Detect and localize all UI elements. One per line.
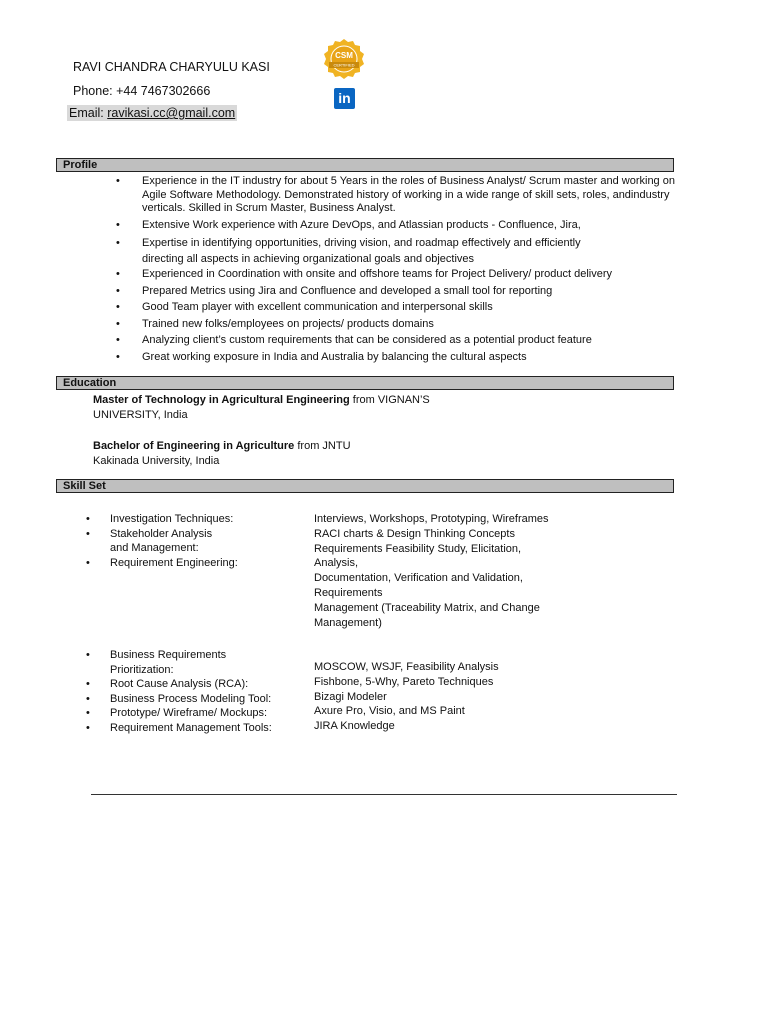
list-item: • Great working exposure in India and Australia by balancing the cultural aspects <box>116 351 686 365</box>
degree-institution-line2: Kakinada University, India <box>93 455 220 467</box>
skill-value: Bizagi Modeler <box>314 690 387 703</box>
skill-label: • Requirement Engineering: <box>86 556 296 571</box>
candidate-name: RAVI CHANDRA CHARYULU KASI <box>73 60 270 74</box>
skill-label: • Business Process Modeling Tool: <box>86 692 296 707</box>
email-link[interactable]: ravikasi.cc@gmail.com <box>107 106 236 120</box>
skill-value: MOSCOW, WSJF, Feasibility Analysis <box>314 661 499 673</box>
list-item: • Good Team player with excellent communication and interpersonal skills <box>116 301 686 315</box>
skill-labels-group-1 <box>86 512 296 570</box>
skill-values-group-2 <box>314 660 564 734</box>
skill-value: RACI charts & Design Thinking Concepts <box>314 527 515 540</box>
linkedin-icon[interactable]: in <box>334 88 355 109</box>
section-header-profile: Profile <box>56 158 674 172</box>
list-item: • Experience in the IT industry for about 5 Years in the roles of Business Analyst/ Scrum master and working on Agile Software Methodology. Demonstrated history of working in a wide range of skill sets, roles, andindustry verticals. Skilled in Scrum Master, Business Analyst. <box>116 175 686 216</box>
skill-value: Management (Traceability Matrix, and Change Management) <box>314 601 540 629</box>
degree-title: Master of Technology in Agricultural Engineering <box>93 394 350 406</box>
horizontal-divider <box>91 794 677 795</box>
email-label: Email: <box>69 106 108 120</box>
list-item: • Expertise in identifying opportunities, driving vision, and roadmap effectively and efficiently directing all aspects in achieving organizational goals and objectives <box>116 235 622 267</box>
badge-text: CSM <box>335 51 353 60</box>
skill-label: • Requirement Management Tools: <box>86 721 296 736</box>
skill-value: Axure Pro, Visio, and MS Paint <box>314 705 465 718</box>
skill-label: • Root Cause Analysis (RCA): <box>86 677 296 692</box>
skill-value: Requirements Feasibility Study, Elicitation, Analysis, <box>314 542 522 570</box>
skill-value: JIRA Knowledge <box>314 720 395 733</box>
csm-certified-badge-icon <box>320 38 368 80</box>
list-item: • Analyzing client’s custom requirements that can be considered as a potential product feature <box>116 334 686 348</box>
list-item: • Trained new folks/employees on projects/ products domains <box>116 318 686 332</box>
education-entry-masters <box>93 393 513 423</box>
skill-label: • Investigation Techniques: <box>86 512 296 527</box>
degree-institution: from VIGNAN’S <box>349 394 430 406</box>
degree-title: Bachelor of Engineering in Agriculture <box>93 440 295 452</box>
skill-label: • Business Requirements Prioritization: <box>86 648 240 677</box>
degree-institution-line2: UNIVERSITY, India <box>93 409 188 421</box>
list-item: • Experienced in Coordination with onsite and offshore teams for Project Delivery/ product delivery <box>116 268 686 282</box>
skill-value: Interviews, Workshops, Prototyping, Wireframes <box>314 513 549 525</box>
badge-subtext: CERTIFIED <box>333 62 355 68</box>
phone-number: Phone: +44 7467302666 <box>73 84 211 98</box>
skill-value: Fishbone, 5-Why, Pareto Techniques <box>314 675 494 688</box>
list-item: • Prepared Metrics using Jira and Confluence and developed a small tool for reporting <box>116 285 686 299</box>
skill-labels-group-2 <box>86 648 296 735</box>
skill-label: • Prototype/ Wireframe/ Mockups: <box>86 706 296 721</box>
email-line <box>67 106 237 120</box>
skill-label: • Stakeholder Analysis and Management: <box>86 527 230 556</box>
education-entry-bachelors <box>93 439 513 469</box>
degree-institution: from JNTU <box>294 440 351 452</box>
profile-list <box>116 175 686 364</box>
skill-value: Documentation, Verification and Validation, Requirements <box>314 572 523 599</box>
list-item: • Extensive Work experience with Azure DevOps, and Atlassian products - Confluence, Jira, <box>116 219 686 233</box>
section-header-education: Education <box>56 376 674 390</box>
skill-values-group-1 <box>314 512 564 630</box>
section-header-skill-set: Skill Set <box>56 479 674 493</box>
